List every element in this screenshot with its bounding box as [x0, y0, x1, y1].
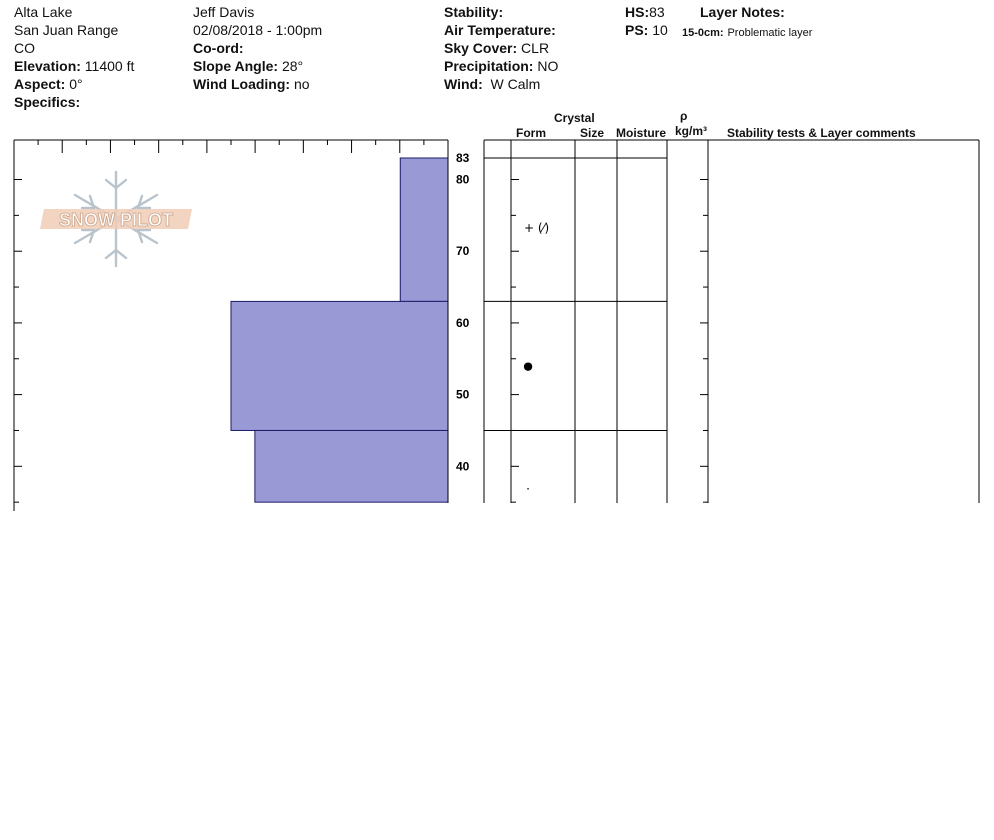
logo-text: SNOW PILOT [59, 210, 173, 230]
precip-label: Precipitation: [444, 58, 534, 74]
hs-value: 83 [649, 4, 665, 20]
elevation-value: 11400 ft [84, 58, 135, 74]
layer-note-text: Problematic layer [727, 27, 813, 39]
aspect-value: 0° [69, 76, 83, 92]
height-label-40: 40 [456, 459, 470, 474]
ps-value: 10 [652, 22, 668, 38]
elevation-label: Elevation: [14, 58, 81, 74]
precip-value: NO [537, 58, 559, 74]
wind-loading-value: no [293, 76, 310, 92]
hs-label: HS: [625, 4, 650, 20]
height-label-70: 70 [456, 244, 470, 259]
col-moisture: Moisture [616, 126, 667, 140]
height-label-80: 80 [456, 172, 470, 187]
specifics-label: Specifics: [14, 94, 81, 110]
hardness-bars [231, 158, 448, 502]
col-rho: ρ [680, 109, 688, 123]
sky-cover-label: Sky Cover: [444, 40, 518, 56]
snowpilot-logo [40, 172, 192, 266]
observer: Jeff Davis [193, 4, 255, 20]
wind-value: W Calm [490, 76, 541, 92]
height-label-83: 83 [456, 151, 470, 165]
sky-cover-value: CLR [521, 40, 550, 56]
hardness-bar-2 [255, 430, 448, 502]
hardness-bar-1 [231, 301, 448, 430]
datetime: 02/08/2018 - 1:00pm [193, 22, 323, 38]
layer-table [484, 140, 979, 503]
grain-form-0: + (⁄) [524, 221, 550, 235]
wind-label: Wind: [444, 76, 483, 92]
wind-loading-label: Wind Loading: [193, 76, 291, 92]
height-label-60: 60 [456, 315, 470, 330]
layer-note-range: 15-0cm: [682, 27, 724, 39]
air-temp-label: Air Temperature: [444, 22, 556, 38]
col-crystal: Crystal [554, 111, 595, 125]
state: CO [14, 40, 35, 56]
col-density-unit: kg/m³ [675, 124, 708, 138]
hardness-bar-0 [400, 158, 448, 301]
col-comments: Stability tests & Layer comments [727, 126, 916, 140]
coord-label: Co-ord: [193, 40, 244, 56]
col-size: Size [580, 126, 605, 140]
range: San Juan Range [14, 22, 119, 38]
location: Alta Lake [14, 4, 73, 20]
height-label-50: 50 [456, 387, 470, 402]
aspect-label: Aspect: [14, 76, 66, 92]
slope-value: 28° [281, 58, 304, 74]
stability-label: Stability: [444, 4, 504, 20]
layer-notes-label: Layer Notes: [700, 4, 785, 20]
col-form: Form [516, 126, 546, 140]
grain-form-1: ● [523, 359, 533, 373]
grain-form-2: · [526, 482, 530, 496]
slope-label: Slope Angle: [193, 58, 279, 74]
ps-label: PS: [625, 22, 649, 38]
